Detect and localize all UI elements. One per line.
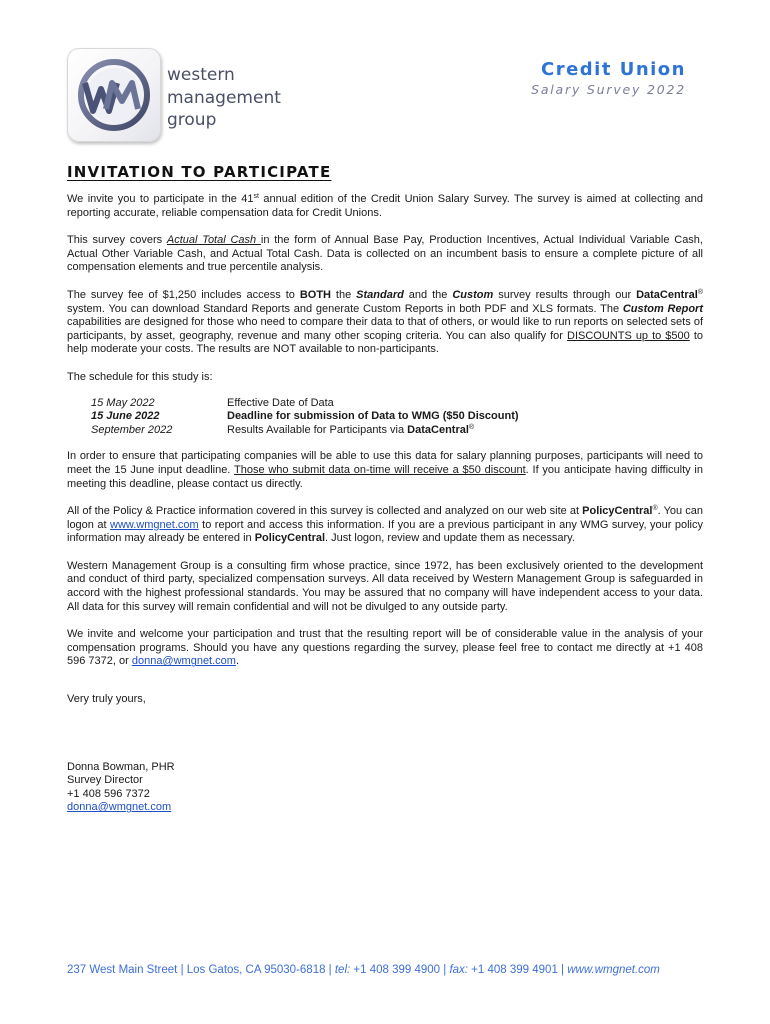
footer-fax-label: fax: <box>449 964 468 976</box>
footer-tel: +1 408 399 4900 | <box>350 964 450 976</box>
paragraph-fee <box>67 289 703 357</box>
p5-text-c: to report and access this information. If you are a previous participant in any WMG survey, your policy information may already be entered in <box>67 518 703 545</box>
paragraph-welcome <box>67 628 703 669</box>
p7-text-b: . <box>235 655 240 668</box>
p5-text-a: All of the Policy & Practice information covered in this survey is collected and analyzed on our web site at <box>67 505 583 518</box>
p5-text-d: . Just logon, review and update them as necessary. <box>325 532 575 545</box>
website-link[interactable]: www.wmgnet.com <box>110 518 199 531</box>
paragraph-intro <box>67 193 703 220</box>
signer-title: Survey Director <box>67 774 143 787</box>
schedule-desc <box>227 410 519 424</box>
signer-name: Donna Bowman, PHR <box>67 760 175 773</box>
p5-registered-mark: ® <box>652 505 658 513</box>
document-header <box>531 59 686 97</box>
p3-text-d: survey results through our <box>493 288 637 301</box>
paragraph-policy <box>67 505 703 546</box>
footer-website[interactable]: www.wmgnet.com <box>567 964 660 976</box>
schedule-desc-text: Effective Date of Data <box>227 396 334 409</box>
schedule-date: 15 May 2022 <box>91 396 155 409</box>
p4-text-a: In order to ensure that participating companies will be able to use this data for salary planning purposes, participants will need to meet the 15 June input deadline. <box>67 450 703 476</box>
footer-tel-label: tel: <box>334 964 351 976</box>
p3-standard: Standard <box>356 288 404 301</box>
paragraph-coverage <box>67 234 703 275</box>
letter-body <box>67 193 703 815</box>
signer-phone: +1 408 596 7372 <box>67 787 150 800</box>
p3-text-a: The survey fee of $1,250 includes access to <box>67 288 300 301</box>
p2-text-b: in the form of Annual Base Pay, Production Incentives, Actual Individual Variable Cash, Actual Other Variable Cash, and Actual Total Cash. Data is collected on an incumbent basis to ensure a complete picture of all compensation elements and true percentile analysis. <box>67 234 703 274</box>
p1-ordinal: st <box>253 193 259 200</box>
logo-wordmark <box>167 64 281 132</box>
schedule-list <box>91 397 703 438</box>
p5-text-b: . You can logon at <box>67 505 703 531</box>
schedule-desc-text: Deadline for submission of Data to WMG ($50 Discount) <box>227 410 519 423</box>
wmg-logo-mark <box>68 49 160 141</box>
p2-emphasis: Actual Total Cash <box>166 234 261 247</box>
schedule-date: September 2022 <box>91 423 173 436</box>
invitation-title: INVITATION TO PARTICIPATE <box>67 163 332 181</box>
p3-text-c: and the <box>403 288 453 301</box>
header-subtitle: Salary Survey 2022 <box>531 82 686 97</box>
schedule-row <box>91 397 703 411</box>
signer-email-link[interactable]: donna@wmgnet.com <box>67 801 172 814</box>
schedule-desc <box>227 424 474 438</box>
p1-text-b: annual edition of the Credit Union Salary Survey. The survey is aimed at collecting and reporting accurate, reliable compensation data for Credit Unions. <box>67 193 704 219</box>
schedule-desc <box>227 397 334 411</box>
schedule-row <box>91 424 703 438</box>
schedule-desc-text: Results Available for Participants via <box>227 423 408 436</box>
p3-text-f: capabilities are designed for those who need to compare their data to that of others, or would like to run reports on selected sets of participants, by asset, geography, revenue and many other scoping criteria. You can also qualify for <box>67 316 703 342</box>
logo-line-1: western <box>167 65 235 85</box>
p1-text-a: We invite you to participate in the 41 <box>67 193 254 205</box>
p3-custom-report: Custom Report <box>622 302 704 315</box>
p3-text-e: system. You can download Standard Reports and generate Custom Reports in both PDF and XLS formats. The <box>67 302 623 315</box>
p5-policycentral-2: PolicyCentral <box>254 532 326 545</box>
p4-discount-note: Those who submit data on-time will receive a $50 discount <box>233 463 526 476</box>
paragraph-deadline <box>67 450 703 491</box>
schedule-intro: The schedule for this study is: <box>67 370 213 383</box>
p3-custom: Custom <box>452 288 494 301</box>
p2-text-a: This survey covers <box>67 234 167 247</box>
logo-line-2: management <box>167 87 281 108</box>
schedule-datacentral: DataCentral <box>407 423 469 436</box>
company-logo <box>67 48 161 142</box>
p5-policycentral: PolicyCentral <box>582 505 653 518</box>
p3-registered-mark: ® <box>697 288 703 296</box>
signature-block <box>67 761 703 815</box>
logo-line-3: group <box>167 110 217 130</box>
page-footer <box>67 964 707 976</box>
footer-address: 237 West Main Street | Los Gatos, CA 95030-6818 | <box>67 964 335 976</box>
p3-both: BOTH <box>299 288 331 301</box>
closing: Very truly yours, <box>67 693 146 706</box>
p4-text-b: . If you anticipate having difficulty in meeting this deadline, please contact us directly. <box>67 463 703 490</box>
schedule-date: 15 June 2022 <box>91 410 160 423</box>
p3-discounts: DISCOUNTS up to $500 <box>567 329 690 342</box>
schedule-registered-mark: ® <box>468 423 475 431</box>
p3-datacentral: DataCentral <box>636 288 698 301</box>
header-title: Credit Union <box>540 59 686 80</box>
footer-fax: +1 408 399 4901 | <box>467 964 568 976</box>
email-link[interactable]: donna@wmgnet.com <box>131 655 236 668</box>
p3-text-g: to help moderate your costs. The results are NOT available to non-participants. <box>67 329 703 356</box>
paragraph-about: Western Management Group is a consulting firm whose practice, since 1972, has been exclusively oriented to the development and conduct of third party, specialized compensation surveys. All data received by Western Management Group is safeguarded in accord with the highest professional standards. You may be assured that no company will have independent access to your data. All data for this survey will remain confidential and will not be divulged to any outside party. <box>67 559 703 613</box>
p3-text-b: the <box>330 288 357 301</box>
p7-text-a: We invite and welcome your participation and trust that the resulting report will be of considerable value in the analysis of your compensation programs. Should you have any questions regarding the survey, please feel free to contact me directly at +1 408 596 7372, or <box>67 628 703 668</box>
schedule-row <box>91 410 703 424</box>
